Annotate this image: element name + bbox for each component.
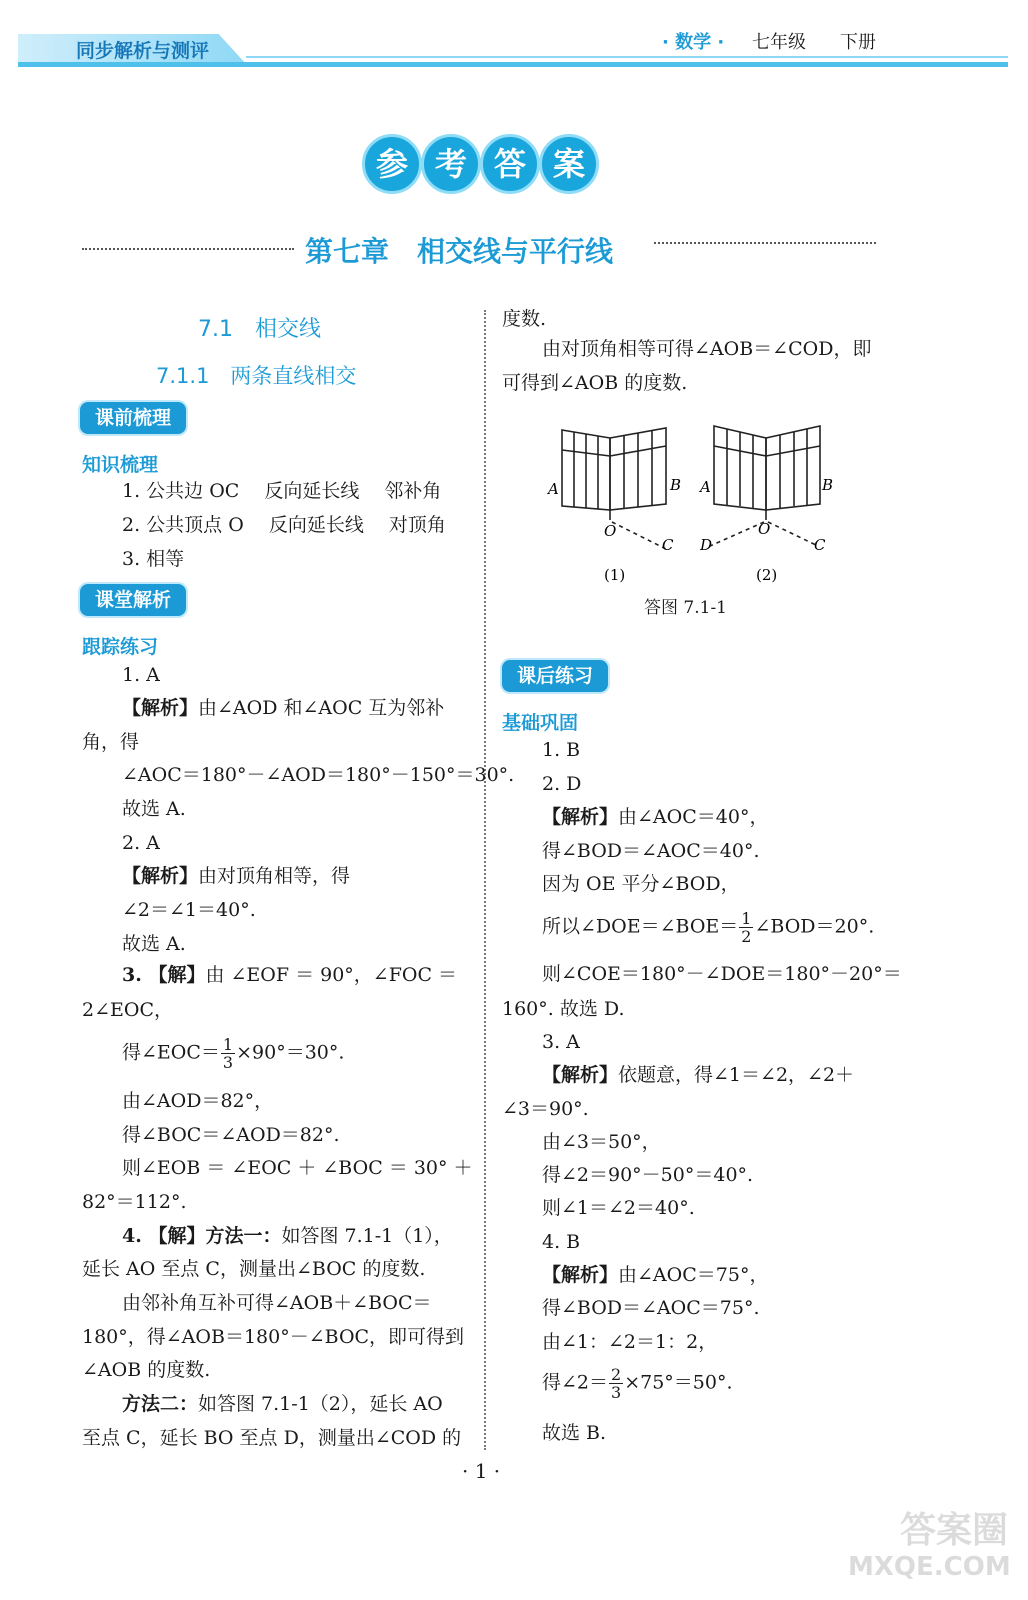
label-o-2: O [758, 520, 771, 538]
label-a-1: A [548, 480, 559, 498]
figure-caption: 答图 7.1-1 [644, 598, 727, 618]
right-line-16: 得∠2＝90°－50°＝40°. [542, 1164, 754, 1186]
left-line-19: 由邻补角互补可得∠AOB＋∠BOC＝ [122, 1292, 432, 1314]
right-line-22a: 得∠2＝ [542, 1371, 609, 1394]
subject-label: · 数学 · [662, 32, 725, 53]
right-line-5: 2. D [542, 773, 582, 795]
left-line-22: 如答图 7.1-1（2），延长 AO [198, 1393, 443, 1415]
analysis-tag: 【解析】 [122, 865, 199, 887]
heading-tracking: 跟踪练习 [82, 636, 159, 658]
right-line-14: ∠3＝90°. [502, 1098, 589, 1120]
left-line-1: 1. A [122, 664, 160, 686]
left-line-17: 如答图 7.1-1（1）， [281, 1225, 453, 1247]
label-c-2: C [814, 536, 826, 554]
solution-tag: 4. 【解】方法一： [122, 1225, 282, 1247]
left-line-9: 故选 A. [122, 933, 186, 955]
title-char-4: 案 [539, 134, 599, 194]
fraction-two-thirds: $\frac{2}{3}$ [611, 1365, 622, 1402]
left-line-13: 由∠AOD＝82°， [122, 1090, 274, 1112]
analysis-tag: 【解析】 [542, 1064, 619, 1086]
heading-basic: 基础巩固 [502, 712, 579, 734]
figure-caption-2: (2) [756, 566, 778, 584]
label-c-1: C [662, 536, 674, 554]
column-divider [484, 310, 486, 1450]
label-o-1: O [604, 522, 617, 540]
right-line-13: 依题意，得∠1＝∠2，∠2＋ [618, 1064, 855, 1086]
left-line-7: 由对顶角相等，得 [198, 865, 351, 887]
left-line-14: 得∠BOC＝∠AOD＝82°. [122, 1124, 340, 1146]
right-line-15: 由∠3＝50°， [542, 1131, 661, 1153]
right-line-11: 160°. 故选 D. [502, 998, 625, 1020]
right-line-9a: 所以∠DOE＝∠BOE＝ [542, 915, 739, 938]
right-line-1: 度数. [502, 308, 547, 330]
right-line-12: 3. A [542, 1031, 580, 1053]
analysis-tag: 【解析】 [122, 697, 199, 719]
right-line-8: 因为 OE 平分∠BOD， [542, 873, 740, 895]
left-line-18: 延长 AO 至点 C，测量出∠BOC 的度数. [82, 1258, 426, 1280]
series-title: 同步解析与测评 [76, 40, 210, 62]
figure-screens [540, 410, 850, 595]
right-line-17: 则∠1＝∠2＝40°. [542, 1197, 695, 1219]
left-line-23: 至点 C，延长 BO 至点 D，测量出∠COD 的 [82, 1427, 462, 1449]
right-line-6: 由∠AOC＝40°， [618, 806, 769, 828]
solution-tag: 3. 【解】 [122, 964, 206, 986]
kp-line-3: 3. 相等 [122, 548, 185, 570]
label-b-1: B [670, 476, 682, 494]
right-line-19: 由∠AOC＝75°， [618, 1264, 769, 1286]
section-title: 7.1 相交线 [198, 317, 321, 342]
label-d-2: D [700, 536, 713, 554]
left-line-8: ∠2＝∠1＝40°. [122, 899, 256, 921]
right-line-4: 1. B [542, 739, 581, 761]
right-line-23: 故选 B. [542, 1422, 607, 1444]
right-line-3: 可得到∠AOB 的度数. [502, 372, 688, 394]
kp-line-2: 2. 公共顶点 O 反向延长线 对顶角 [122, 514, 446, 536]
chapter-title: 第七章 相交线与平行线 [305, 235, 614, 268]
left-line-21: ∠AOB 的度数. [82, 1359, 211, 1381]
pill-in-class: 课堂解析 [80, 584, 186, 616]
left-line-3: 角，得 [82, 731, 140, 753]
left-line-20: 180°，得∠AOB＝180°－∠BOC，即可得到 [82, 1326, 465, 1348]
heading-knowledge: 知识梳理 [82, 454, 159, 476]
right-line-20: 得∠BOD＝∠AOC＝75°. [542, 1297, 760, 1319]
left-line-2: 由∠AOD 和∠AOC 互为邻补 [198, 697, 445, 719]
analysis-tag: 【解析】 [542, 1264, 619, 1286]
grade-label: 七年级 [752, 32, 806, 53]
analysis-tag: 【解析】 [542, 806, 619, 828]
title-char-1: 参 [362, 134, 422, 194]
right-line-2: 由对顶角相等可得∠AOB＝∠COD，即 [542, 338, 872, 360]
fraction-one-third: $\frac{1}{3}$ [222, 1035, 234, 1072]
left-line-10: 由 ∠EOF ＝ 90°，∠FOC ＝ [205, 964, 458, 986]
watermark: 答案圈 MXQE.COM [848, 1510, 1011, 1582]
subsection-title: 7.1.1 两条直线相交 [156, 364, 357, 388]
title-char-2: 考 [421, 134, 481, 194]
kp-line-1: 1. 公共边 OC 反向延长线 邻补角 [122, 480, 442, 502]
method-tag: 方法二： [122, 1393, 199, 1415]
volume-label: 下册 [840, 32, 876, 53]
right-line-9b: ∠BOD＝20°. [754, 915, 875, 938]
header-rule-thin [246, 56, 1008, 58]
left-line-4: ∠AOC＝180°－∠AOD＝180°－150°＝30°. [122, 764, 515, 786]
figure-caption-1: (1) [604, 566, 626, 584]
chapter-dots-right [654, 242, 876, 244]
title-char-3: 答 [480, 134, 540, 194]
label-a-2: A [700, 478, 711, 496]
left-line-15: 则∠EOB ＝ ∠EOC ＋ ∠BOC ＝ 30° ＋ [122, 1157, 473, 1179]
right-line-22b: ×75°＝50°. [624, 1371, 733, 1394]
label-b-2: B [822, 476, 834, 494]
left-line-6: 2. A [122, 832, 160, 854]
pill-after-class: 课后练习 [502, 660, 608, 692]
left-line-11: 2∠EOC， [82, 999, 173, 1021]
right-line-21: 由∠1：∠2＝1：2， [542, 1331, 718, 1353]
fraction-one-half: $\frac{1}{2}$ [741, 909, 752, 946]
chapter-dots-left [82, 248, 294, 250]
right-line-7: 得∠BOD＝∠AOC＝40°. [542, 840, 760, 862]
page-number: · 1 · [462, 1459, 501, 1483]
left-line-16: 82°＝112°. [82, 1191, 187, 1213]
right-line-10: 则∠COE＝180°－∠DOE＝180°－20°＝ [542, 963, 902, 985]
pill-pre-class: 课前梳理 [80, 402, 186, 434]
left-line-12b: ×90°＝30°. [236, 1041, 345, 1064]
left-line-12a: 得∠EOC＝ [122, 1041, 220, 1064]
left-line-5: 故选 A. [122, 798, 186, 820]
right-line-18: 4. B [542, 1231, 581, 1253]
